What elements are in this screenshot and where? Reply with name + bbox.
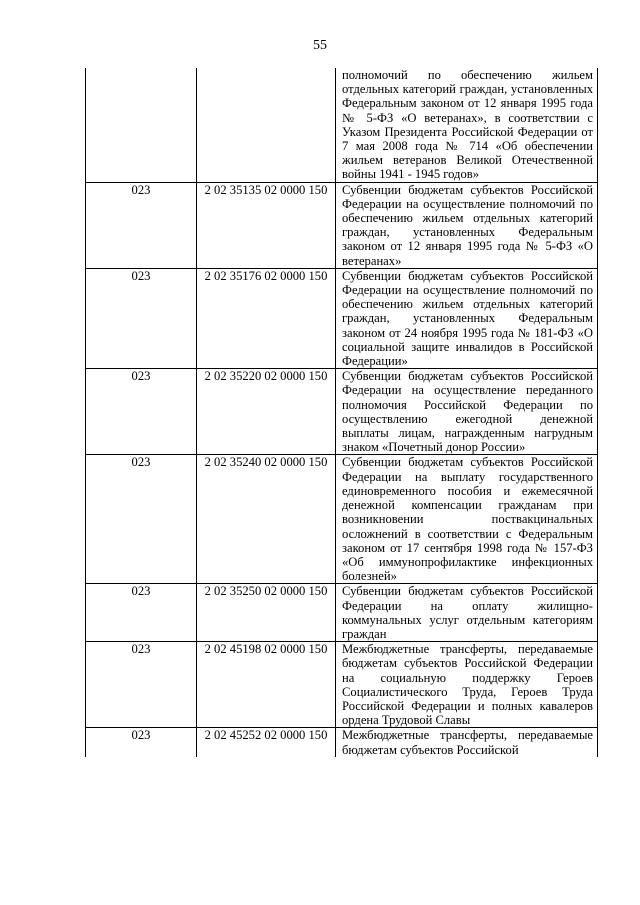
revenue-name-cell: Субвенции бюджетам субъектов Российской Федерации на осуществление полномочий по обеспечению жильем отдельных категорий граждан, установленных Федеральным законом от 24 ноября 1995 года № 181-ФЗ «О социальной защите инвалидов в Российской Федерации» — [336, 268, 598, 368]
table-row — [86, 642, 598, 728]
kbk-code-cell: 2 02 35135 02 0000 150 — [197, 182, 336, 268]
table-row — [86, 369, 598, 455]
admin-code-cell: 023 — [86, 455, 197, 584]
admin-code-cell: 023 — [86, 268, 197, 368]
revenue-name-cell: Субвенции бюджетам субъектов Российской Федерации на выплату государственного единовременного пособия и ежемесячной денежной компенсации гражданам при возникновении поствакцинальных осложнений в соответствии с Федеральным законом от 17 сентября 1998 года № 157-ФЗ «Об иммунопрофилактике инфекционных болезней» — [336, 455, 598, 584]
admin-code-cell: 023 — [86, 182, 197, 268]
kbk-code-cell: 2 02 35220 02 0000 150 — [197, 369, 336, 455]
revenue-name-cell: Субвенции бюджетам субъектов Российской Федерации на оплату жилищно-коммунальных услуг отдельным категориям граждан — [336, 584, 598, 642]
table-row — [86, 182, 598, 268]
table-row — [86, 728, 598, 757]
admin-code-cell: 023 — [86, 642, 197, 728]
table-row — [86, 455, 598, 584]
revenue-name-cell: Межбюджетные трансферты, передаваемые бюджетам субъектов Российской Федерации на социальную поддержку Героев Социалистического Труда, Героев Труда Российской Федерации и полных кавалеров ордена Трудовой Славы — [336, 642, 598, 728]
table-row — [86, 68, 598, 182]
budget-revenue-table — [85, 68, 598, 757]
admin-code-cell: 023 — [86, 369, 197, 455]
kbk-code-cell: 2 02 35250 02 0000 150 — [197, 584, 336, 642]
admin-code-cell: 023 — [86, 584, 197, 642]
kbk-code-cell — [197, 68, 336, 182]
revenue-name-cell: полномочий по обеспечению жильем отдельных категорий граждан, установленных Федеральным законом от 12 января 1995 года № 5-ФЗ «О ветеранах», в соответствии с Указом Президента Российской Федерации от 7 мая 2008 года № 714 «Об обеспечении жильем ветеранов Великой Отечественной войны 1941 - 1945 годов» — [336, 68, 598, 182]
revenue-name-cell: Субвенции бюджетам субъектов Российской Федерации на осуществление полномочий по обеспечению жильем отдельных категорий граждан, установленных Федеральным законом от 12 января 1995 года № 5-ФЗ «О ветеранах» — [336, 182, 598, 268]
admin-code-cell: 023 — [86, 728, 197, 757]
page-number: 55 — [313, 38, 327, 53]
revenue-name-cell: Межбюджетные трансферты, передаваемые бюджетам субъектов Российской — [336, 728, 598, 757]
admin-code-cell — [86, 68, 197, 182]
table-row — [86, 268, 598, 368]
table-row — [86, 584, 598, 642]
revenue-name-cell: Субвенции бюджетам субъектов Российской Федерации на осуществление переданного полномочия Российской Федерации по осуществлению ежегодной денежной выплаты лицам, награжденным нагрудным знаком «Почетный донор России» — [336, 369, 598, 455]
kbk-code-cell: 2 02 45198 02 0000 150 — [197, 642, 336, 728]
kbk-code-cell: 2 02 35176 02 0000 150 — [197, 268, 336, 368]
kbk-code-cell: 2 02 35240 02 0000 150 — [197, 455, 336, 584]
kbk-code-cell: 2 02 45252 02 0000 150 — [197, 728, 336, 757]
